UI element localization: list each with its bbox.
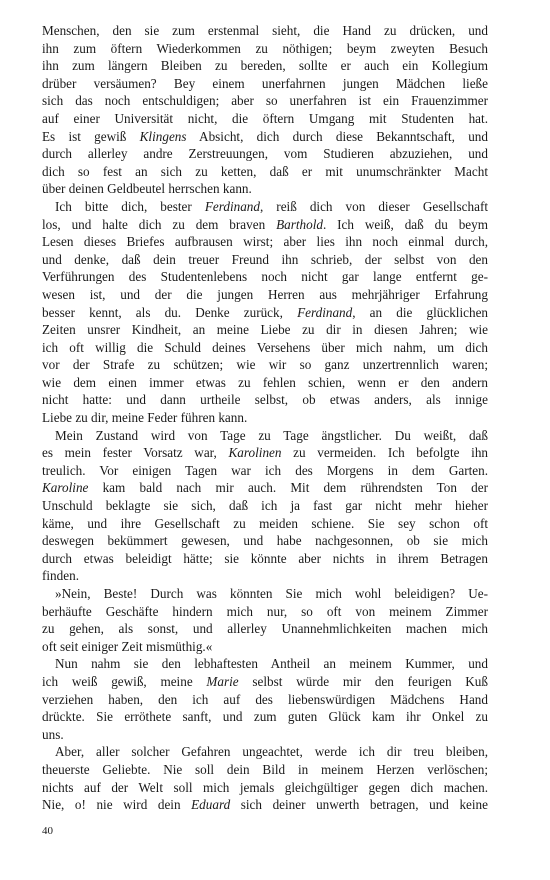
paragraph [42,585,488,655]
italic-name: Barthold [276,216,323,232]
text-line: ich weiß gewiß, meine Marie selbst würde mir den feurigen Kuß [42,673,488,689]
paragraph [42,427,488,585]
text-line: Ich bitte dich, bester Ferdinand, reiß dich von dieser Gesellschaft [55,198,488,214]
page-number: 40 [42,825,53,837]
text-line: Karoline kam bald nach mir auch. Mit dem rührendsten Ton der [42,480,488,496]
text-line: ihn zum längern Bleiben zu bereden, sollte er auch ein Kollegium [42,58,488,74]
text-line: »Nein, Beste! Durch was könnten Sie mich wohl beleidigen? Ue- [55,586,488,601]
text-line: ihn zum öftern Wiederkommen zu nöthigen; beym zweyten Besuch [42,40,488,56]
italic-name: Eduard [191,797,231,813]
paragraph [42,22,488,198]
italic-name: Klingens [139,128,187,144]
text-line: Nun nahm sie den lebhaftesten Antheil an meinem Kummer, und [55,656,488,672]
italic-name: Ferdinand [297,304,353,320]
italic-name: Marie [206,673,239,689]
text-line: Menschen, den sie zum erstenmal sieht, die Hand zu drücken, und [42,23,488,38]
text-line: dich so fest an sich zu ketten, daß er mit unumschränkter Macht [42,163,488,179]
text-line: Mein Zustand wird von Tage zu Tage ängstlicher. Du weißt, daß [55,427,488,443]
text-line: Zeiten unsrer Kindheit, an meine Liebe zu dir in diesen Jahren; wie [42,322,488,338]
text-line: drückte. Sie erröthete sanft, und zum guten Glück kam ihr Onkel zu [42,709,488,725]
text-line: es mein fester Vorsatz war, Karolinen zu vermeiden. Ich befolgte ihn [42,445,488,461]
text-line: vor der Strafe zu schützen; wie wir so ganz unzertrennlich waren; [42,357,488,373]
text-line: über deinen Geldbeutel herrschen kann. [42,181,252,197]
text-line: Lesen dieses Briefes aufbrausen wirst; aber lies ihn noch einmal durch, [42,234,488,250]
text-line: durch allerley andre Zerstreuungen, vom Studieren abzuziehen, und [42,146,488,162]
text-line: uns. [42,726,64,742]
paragraph [42,655,488,743]
text-line: auf einer Universität nicht, die öftern Umgang mit Studenten hat. [42,110,488,126]
text-line: Nie, o! nie wird dein Eduard sich deiner unwerth betragen, und keine [42,797,488,813]
text-line: treulich. Vor einigen Tagen war ich des Morgens in dem Garten. [42,462,488,478]
text-line: besser kennt, als du. Denke zurück, Ferdinand, an die glücklichen [42,304,488,320]
paragraph [42,198,488,427]
text-line: nicht hatte: und dann urtheile selbst, ob etwas anders, als innige [42,392,488,408]
text-line: theuerste Geliebte. Nie soll dein Bild in meinem Herzen verlöschen; [42,761,488,777]
text-line: wesen ist, und der die jungen Herren aus mehrjähriger Erfahrung [42,286,488,302]
italic-name: Karoline [42,480,89,496]
text-line: ich oft willig die Schuld deines Versehens über mich nahm, um dich [42,339,488,355]
text-line: drüber versäumen? Bey einem unerfahrnen jungen Mädchen ließe [42,75,488,91]
text-line: verziehen haben, den ich auf des liebenswürdigen Mädchens Hand [42,691,488,707]
text-line: Liebe zu dir, meine Feder führen kann. [42,410,248,426]
text-line: sich das noch entschuldigen; aber so unerfahren ist ein Frauenzimmer [42,93,488,109]
text-line: nichts auf der Welt soll mich jemals gleichgültiger gegen dich machen. [42,779,488,795]
text-line: und denke, daß dein treuer Freund ihn schrieb, der selbst von den [42,251,488,267]
text-line: finden. [42,568,79,584]
text-line: oft seit einiger Zeit mismüthig.« [42,638,213,654]
text-line: Es ist gewiß Klingens Absicht, dich durch diese Bekanntschaft, und [42,128,488,144]
text-line: berhäufte Geschäfte hindern mich nur, so oft von meinem Zimmer [42,603,488,619]
text-line: los, und halte dich zu dem braven Barthold. Ich weiß, daß du beym [42,216,488,232]
text-line: deswegen bekümmert gewesen, und habe nachgesonnen, ob sie mich [42,533,488,549]
page-body-text [42,22,488,814]
text-line: zu gehen, als sonst, und allerley Unannehmlichkeiten machen mich [42,621,488,637]
italic-name: Ferdinand [204,198,260,214]
text-line: wie dem einen immer etwas zu fehlen schien, wenn er den andern [42,374,488,390]
text-line: Unschuld beklagte sie sich, daß ich ja fast gar nicht mehr hieher [42,498,488,514]
text-line: Verführungen des Studentenlebens noch nicht gar lange entfernt ge- [42,269,488,285]
text-line: durch etwas beleidigt hätte; sie könnte aber nichts in ihrem Betragen [42,550,488,566]
text-line: Aber, aller solcher Gefahren ungeachtet, werde ich dir treu bleiben, [55,744,488,760]
italic-name: Karolinen [228,445,282,461]
paragraph [42,743,488,813]
text-line: käme, und ihre Gesellschaft zu meiden schiene. Sie sey schon oft [42,515,488,531]
